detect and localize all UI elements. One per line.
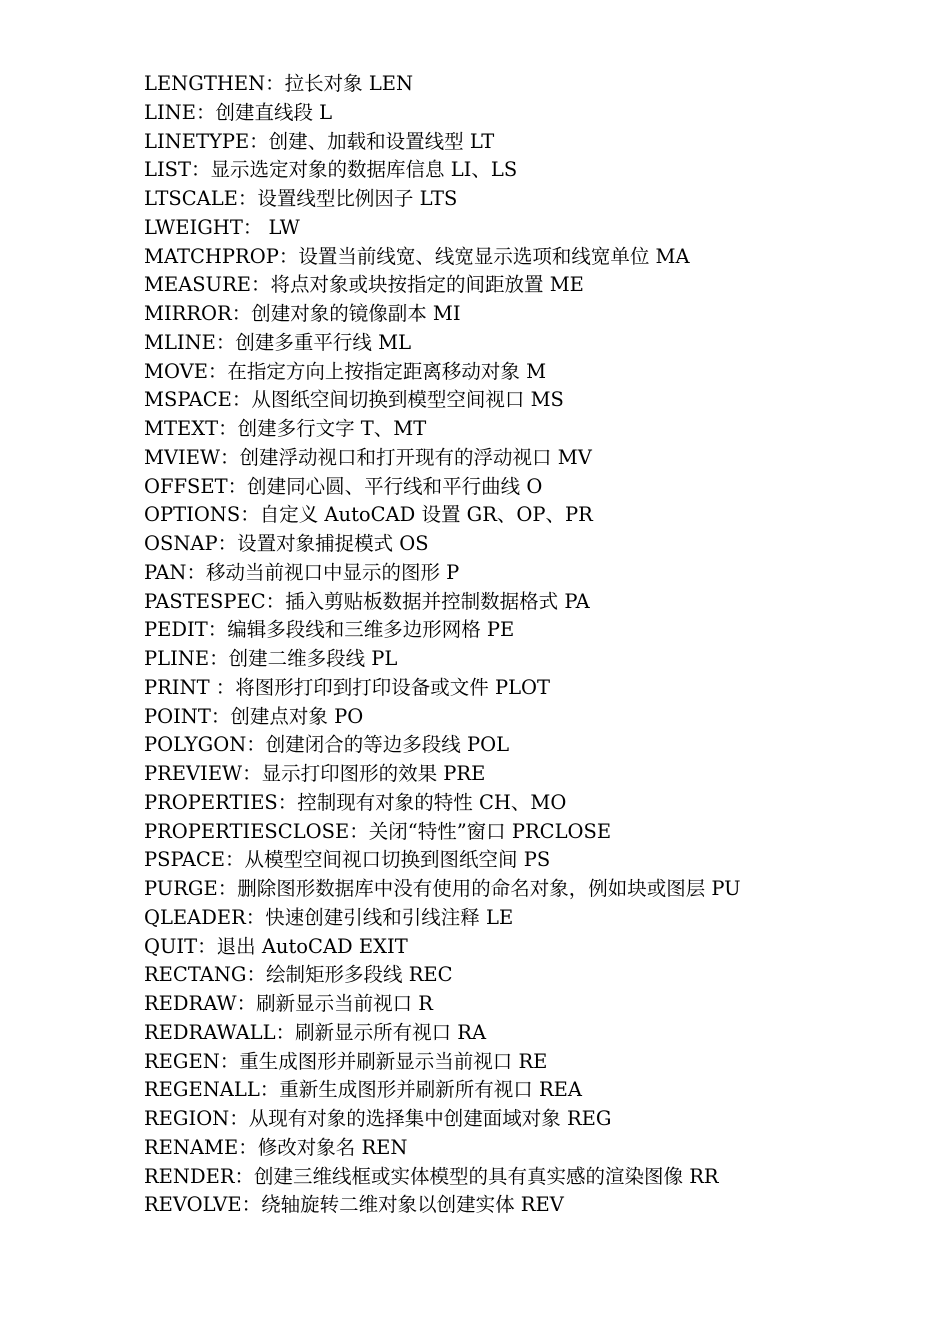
command-line: PLINE：创建二维多段线 PL — [144, 647, 398, 670]
command-line: RENAME：修改对象名 REN — [144, 1135, 408, 1159]
command-line: PAN：移动当前视口中显示的图形 P — [144, 560, 460, 584]
command-line: LIST：显示选定对象的数据库信息 LI、LS — [144, 158, 518, 182]
command-line: RECTANG：绘制矩形多段线 REC — [144, 963, 453, 987]
command-line: POLYGON：创建闭合的等边多段线 POL — [144, 733, 510, 757]
command-line: PURGE：删除图形数据库中没有使用的命名对象，例如块或图层 PU — [144, 877, 741, 900]
command-line: MLINE：创建多重平行线 ML — [144, 330, 412, 354]
command-line: REVOLVE：绕轴旋转二维对象以创建实体 REV — [144, 1193, 564, 1217]
command-line: REGION：从现有对象的选择集中创建面域对象 REG — [144, 1107, 612, 1130]
command-line: REGEN：重生成图形并刷新显示当前视口 RE — [144, 1049, 548, 1073]
command-line: MIRROR：创建对象的镜像副本 MI — [144, 302, 461, 325]
command-line: LENGTHEN：拉长对象 LEN — [144, 72, 414, 95]
command-line: LTSCALE：设置线型比例因子 LTS — [144, 187, 458, 210]
command-line: LWEIGHT： LW — [144, 215, 300, 239]
command-line: LINE：创建直线段 L — [144, 100, 333, 124]
command-line: QLEADER：快速创建引线和引线注释 LE — [144, 905, 514, 929]
command-line: POINT：创建点对象 PO — [144, 704, 364, 728]
command-line: PEDIT：编辑多段线和三维多边形网格 PE — [144, 618, 515, 642]
command-line: MTEXT：创建多行文字 T、MT — [144, 417, 427, 440]
command-list — [144, 70, 741, 1220]
command-line: MOVE：在指定方向上按指定距离移动对象 M — [144, 359, 547, 383]
command-line: PASTESPEC：插入剪贴板数据并控制数据格式 PA — [144, 589, 590, 613]
command-line: MEASURE：将点对象或块按指定的间距放置 ME — [144, 273, 584, 297]
command-line: MVIEW：创建浮动视口和打开现有的浮动视口 MV — [144, 445, 592, 469]
command-line: PSPACE：从模型空间视口切换到图纸空间 PS — [144, 848, 551, 872]
command-line: OPTIONS：自定义 AutoCAD 设置 GR、OP、PR — [144, 503, 593, 527]
command-line: MATCHPROP：设置当前线宽、线宽显示选项和线宽单位 MA — [144, 244, 690, 268]
command-line: QUIT：退出 AutoCAD EXIT — [144, 934, 408, 958]
command-line: PREVIEW：显示打印图形的效果 PRE — [144, 762, 486, 785]
command-line: REGENALL：重新生成图形并刷新所有视口 REA — [144, 1078, 582, 1102]
command-line: RENDER：创建三维线框或实体模型的具有真实感的渲染图像 RR — [144, 1164, 719, 1188]
command-line: REDRAW：刷新显示当前视口 R — [144, 992, 433, 1015]
command-line: LINETYPE：创建、加载和设置线型 LT — [144, 129, 495, 153]
command-line: OFFSET：创建同心圆、平行线和平行曲线 O — [144, 474, 543, 498]
command-line: MSPACE：从图纸空间切换到模型空间视口 MS — [144, 388, 564, 412]
command-line: PROPERTIESCLOSE：关闭“特性”窗口 PRCLOSE — [144, 819, 612, 843]
command-line: PRINT ：将图形打印到打印设备或文件 PLOT — [144, 675, 551, 699]
command-line: REDRAWALL：刷新显示所有视口 RA — [144, 1020, 487, 1044]
command-line: PROPERTIES：控制现有对象的特性 CH、MO — [144, 790, 567, 814]
command-line: OSNAP：设置对象捕捉模式 OS — [144, 532, 429, 555]
